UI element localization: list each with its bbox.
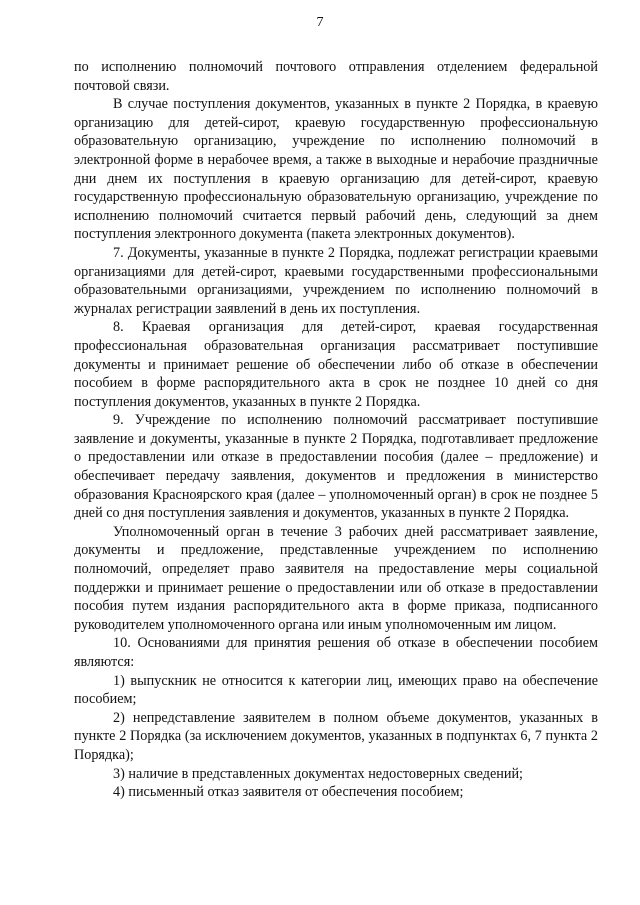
page-number: 7	[316, 15, 324, 30]
paragraph-authorized-body: Уполномоченный орган в течение 3 рабочих дней рассматривает заявление, документы и предложение, представленные учреждением по исполнению полномочий, определяет право заявителя на предоставление меры социальной поддержки и принимает решение о предоставлении или об отказе в предоставлении пособия путем издания распорядительного акта в форме приказа, подписанного руководителем уполномоченного органа или иным уполномоченным им лицом.	[74, 523, 598, 633]
list-item-3: 3) наличие в представленных документах недостоверных сведений;	[113, 765, 523, 782]
list-item-4: 4) письменный отказ заявителя от обеспечения пособием;	[113, 784, 464, 801]
paragraph-item-7: 7. Документы, указанные в пункте 2 Порядка, подлежат регистрации краевыми организациями для детей-сирот, краевыми государственными профессиональными образовательными организациями, учреждением по исполнению полномочий в журналах регистрации заявлений в день их поступления.	[74, 244, 598, 317]
list-item-1: 1) выпускник не относится к категории лиц, имеющих право на обеспечение пособием;	[74, 672, 598, 708]
paragraph-continuation: по исполнению полномочий почтового отправления отделением федеральной почтовой связи.	[74, 59, 598, 94]
paragraph-electronic-submission: В случае поступления документов, указанных в пункте 2 Порядка, в краевую организацию для детей-сирот, краевую государственную профессиональную образовательную организацию, учреждение по исполнению полномочий в электронной форме в нерабочее время, а также в выходные и нерабочие праздничные дни днем их поступления в краевую организацию для детей-сирот, краевую государственную профессиональную образовательную организацию, учреждение по исполнению полномочий считается первый рабочий день, следующий за днем поступления электронного документа (пакета электронных документов).	[74, 96, 598, 243]
list-item-2: 2) непредставление заявителем в полном объеме документов, указанных в пункте 2 Порядка (за исключением документов, указанных в подпунктах 6, 7 пункта 2 Порядка);	[74, 709, 598, 763]
paragraph-item-10: 10. Основаниями для принятия решения об отказе в обеспечении пособием являются:	[74, 635, 598, 670]
paragraph-item-9: 9. Учреждение по исполнению полномочий рассматривает поступившие заявление и документы, указанные в пункте 2 Порядка, подготавливает предложение о предоставлении или отказе в предоставлении пособия (далее – предложение) и обеспечивает передачу заявления, документов и предложения в министерство образования Красноярского края (далее – уполномоченный орган) в срок не позднее 5 дней со дня поступления заявления и документов, указанных в пункте 2 Порядка.	[74, 412, 598, 522]
document-body	[74, 58, 598, 802]
paragraph-item-8: 8. Краевая организация для детей-сирот, краевая государственная профессиональная образовательная организация рассматривает поступившие документы и принимает решение об обеспечении либо об отказе в обеспечении пособием в форме распорядительного акта в срок не позднее 10 дней со дня поступления документов, указанных в пункте 2 Порядка.	[74, 319, 598, 410]
